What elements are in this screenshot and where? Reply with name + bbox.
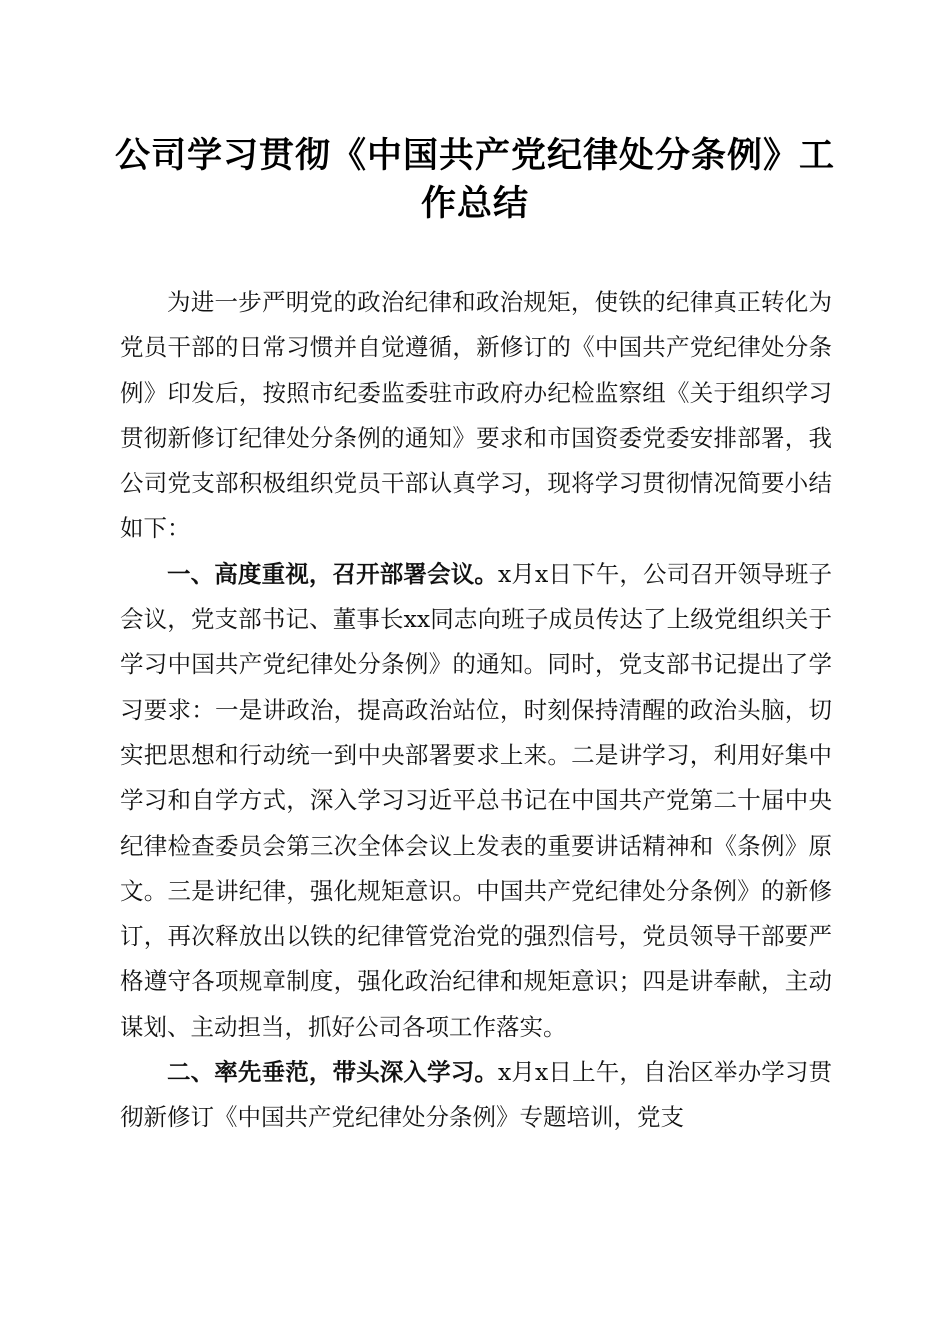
intro-paragraph [120,280,832,552]
section-2-heading: 二、率先垂范，带头深入学习。 [167,1058,498,1087]
section-1-heading: 一、高度重视，召开部署会议。 [167,559,498,588]
paragraph-text: 为进一步严明党的政治纪律和政治规矩，使铁的纪律真正转化为党员干部的日常习惯并自觉遵循，新修订的《中国共产党纪律处分条例》印发后，按照市纪委监委驻市政府办纪检监察组《关于组织学习贯彻新修订纪律处分条例的通知》要求和市国资委党委安排部署，我公司党支部积极组织党员干部认真学习，现将学习贯彻情况简要小结如下： [120,288,832,543]
section-1-paragraph [120,552,832,1050]
document-body [120,280,832,1141]
paragraph-text: x月x日上午，自治区举办学习贯彻新修订《中国共产党纪律处分条例》专题培训，党支 [120,1058,832,1132]
section-2-paragraph [120,1050,832,1141]
paragraph-text: x月x日下午，公司召开领导班子会议，党支部书记、董事长xx同志向班子成员传达了上级党组织关于学习中国共产党纪律处分条例》的通知。同时，党支部书记提出了学习要求：一是讲政治，提高政治站位，时刻保持清醒的政治头脑，切实把思想和行动统一到中央部署要求上来。二是讲学习，利用好集中学习和自学方式，深入学习习近平总书记在中国共产党第二十届中央纪律检查委员会第三次全体会议上发表的重要讲话精神和《条例》原文。三是讲纪律，强化规矩意识。中国共产党纪律处分条例》的新修订，再次释放出以铁的纪律管党治党的强烈信号，党员领导干部要严格遵守各项规章制度，强化政治纪律和规矩意识；四是讲奉献，主动谋划、主动担当，抓好公司各项工作落实。 [120,559,832,1041]
document-title: 公司学习贯彻《中国共产党纪律处分条例》工作总结 [114,135,835,224]
